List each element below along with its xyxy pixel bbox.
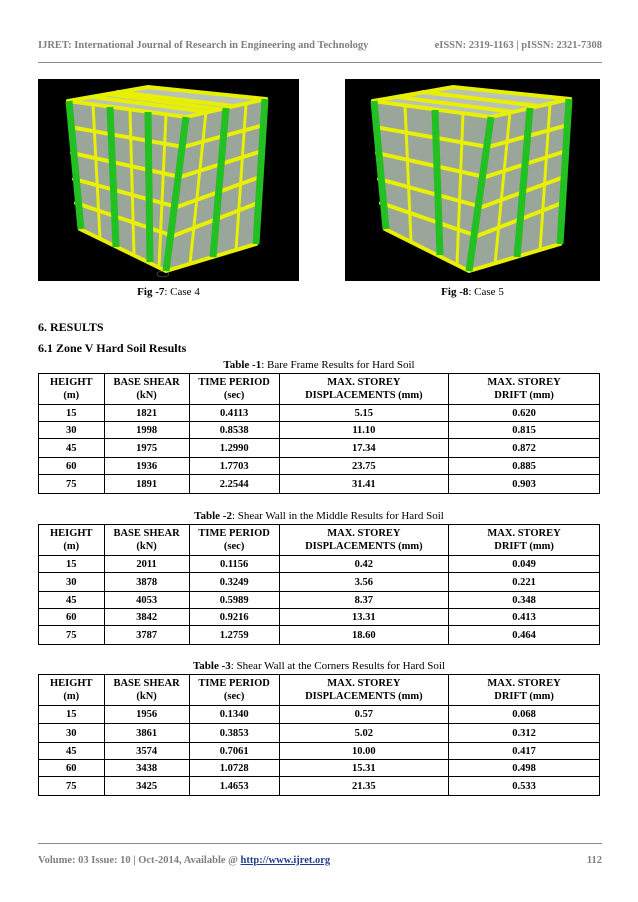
table-cell: 13.31 (279, 609, 448, 626)
table-cell: 3.56 (279, 573, 448, 592)
table-cell: 75 (39, 777, 105, 796)
table-cell: 10.00 (279, 743, 448, 760)
table-cell: 1956 (104, 706, 189, 724)
column-header: BASE SHEAR (kN) (104, 374, 189, 405)
column-header: TIME PERIOD (sec) (189, 675, 279, 706)
table-cell: 60 (39, 760, 105, 777)
table-cell: 30 (39, 573, 105, 592)
column-header: MAX. STOREY DRIFT (mm) (449, 525, 600, 556)
table-2 (38, 524, 600, 645)
table-1 (38, 373, 600, 494)
table-cell: 1.2759 (189, 626, 279, 645)
column-header: BASE SHEAR (kN) (104, 525, 189, 556)
table-cell: 5.15 (279, 405, 448, 422)
table-row (39, 760, 600, 777)
table-cell: 1936 (104, 458, 189, 475)
table-3-label: Table -3 (192, 660, 231, 672)
table-2-label: Table -2 (194, 510, 232, 522)
column-header: BASE SHEAR (kN) (104, 675, 189, 706)
table-cell: 18.60 (279, 626, 448, 645)
table-cell: 0.464 (449, 626, 600, 645)
table-cell: 1.0728 (189, 760, 279, 777)
figure-7-caption (38, 286, 299, 298)
table-row (39, 743, 600, 760)
table-row (39, 626, 600, 645)
table-cell: 0.9216 (189, 609, 279, 626)
table-cell: 3425 (104, 777, 189, 796)
table-cell: 30 (39, 422, 105, 439)
table-cell: 0.533 (449, 777, 600, 796)
table-cell: 1821 (104, 405, 189, 422)
table-row (39, 405, 600, 422)
table-cell: 3878 (104, 573, 189, 592)
running-header (38, 40, 602, 51)
column-header: MAX. STOREY DISPLACEMENTS (mm) (279, 525, 448, 556)
table-cell: 75 (39, 626, 105, 645)
table-row (39, 573, 600, 592)
table-cell: 0.3249 (189, 573, 279, 592)
table-header-row (39, 374, 600, 405)
table-cell: 17.34 (279, 439, 448, 458)
table-cell: 1.4653 (189, 777, 279, 796)
journal-link[interactable]: http://www.ijret.org (240, 855, 331, 866)
table-cell: 0.4113 (189, 405, 279, 422)
table-3-caption-text: : Shear Wall at the Corners Results for Hard Soil (230, 660, 446, 672)
figure-7-image (38, 79, 299, 281)
column-header: MAX. STOREY DISPLACEMENTS (mm) (279, 374, 448, 405)
column-header: HEIGHT (m) (39, 525, 105, 556)
building-model-case4-graphic (38, 79, 299, 281)
table-cell: 0.417 (449, 743, 600, 760)
table-cell: 0.312 (449, 724, 600, 743)
table-cell: 30 (39, 724, 105, 743)
table-cell: 15 (39, 706, 105, 724)
table-row (39, 422, 600, 439)
table-cell: 1891 (104, 475, 189, 494)
table-2-caption (38, 510, 600, 522)
table-row (39, 724, 600, 743)
column-header: HEIGHT (m) (39, 374, 105, 405)
running-footer (38, 855, 602, 866)
table-cell: 0.498 (449, 760, 600, 777)
table-cell: 0.885 (449, 458, 600, 475)
column-header: MAX. STOREY DRIFT (mm) (449, 374, 600, 405)
section-heading: 6. RESULTS (38, 320, 104, 334)
column-header: TIME PERIOD (sec) (189, 374, 279, 405)
table-2-caption-text: : Shear Wall in the Middle Results for Hard Soil (231, 510, 444, 522)
table-row (39, 556, 600, 573)
table-cell: 3438 (104, 760, 189, 777)
table-cell: 60 (39, 609, 105, 626)
table-header-row (39, 675, 600, 706)
table-cell: 3861 (104, 724, 189, 743)
table-cell: 2011 (104, 556, 189, 573)
table-cell: 60 (39, 458, 105, 475)
table-cell: 1998 (104, 422, 189, 439)
header-rule (38, 62, 602, 63)
journal-title: IJRET: International Journal of Research in Engineering and Technology (38, 40, 369, 51)
table-1-label: Table -1 (223, 359, 262, 371)
table-cell: 0.57 (279, 706, 448, 724)
table-cell: 0.221 (449, 573, 600, 592)
table-1-caption-text: : Bare Frame Results for Hard Soil (261, 359, 415, 371)
table-cell: 0.1156 (189, 556, 279, 573)
table-row (39, 592, 600, 609)
column-header: TIME PERIOD (sec) (189, 525, 279, 556)
table-cell: 0.7061 (189, 743, 279, 760)
table-row (39, 458, 600, 475)
figure-7-text: : Case 4 (164, 286, 200, 298)
table-cell: 8.37 (279, 592, 448, 609)
table-cell: 0.3853 (189, 724, 279, 743)
table-cell: 45 (39, 743, 105, 760)
table-cell: 2.2544 (189, 475, 279, 494)
table-cell: 11.10 (279, 422, 448, 439)
column-header: MAX. STOREY DISPLACEMENTS (mm) (279, 675, 448, 706)
table-cell: 4053 (104, 592, 189, 609)
page-number: 112 (586, 855, 602, 866)
issn-text: eISSN: 2319-1163 | pISSN: 2321-7308 (434, 40, 602, 51)
table-row (39, 706, 600, 724)
figure-8-text: : Case 5 (468, 286, 504, 298)
table-cell: 0.348 (449, 592, 600, 609)
table-row (39, 475, 600, 494)
table-cell: 3842 (104, 609, 189, 626)
table-cell: 5.02 (279, 724, 448, 743)
figure-8-caption (345, 286, 600, 298)
table-cell: 1.7703 (189, 458, 279, 475)
table-cell: 3787 (104, 626, 189, 645)
table-cell: 0.068 (449, 706, 600, 724)
table-cell: 0.620 (449, 405, 600, 422)
table-cell: 21.35 (279, 777, 448, 796)
table-cell: 0.8538 (189, 422, 279, 439)
column-header: HEIGHT (m) (39, 675, 105, 706)
table-cell: 0.815 (449, 422, 600, 439)
volume-text: Volume: 03 Issue: 10 | Oct-2014, Available @ (38, 855, 241, 866)
table-cell: 15 (39, 405, 105, 422)
table-3 (38, 674, 600, 796)
figure-8-image (345, 79, 600, 281)
table-cell: 45 (39, 592, 105, 609)
table-cell: 15.31 (279, 760, 448, 777)
table-header-row (39, 525, 600, 556)
table-cell: 45 (39, 439, 105, 458)
table-cell: 1975 (104, 439, 189, 458)
table-cell: 0.5989 (189, 592, 279, 609)
table-cell: 0.42 (279, 556, 448, 573)
table-cell: 31.41 (279, 475, 448, 494)
table-cell: 75 (39, 475, 105, 494)
subsection-heading: 6.1 Zone V Hard Soil Results (38, 341, 187, 355)
table-cell: 0.049 (449, 556, 600, 573)
figure-8-label: Fig -8 (441, 286, 469, 298)
building-model-case5-graphic (345, 79, 600, 281)
table-cell: 3574 (104, 743, 189, 760)
figure-7-label: Fig -7 (137, 286, 165, 298)
table-cell: 0.413 (449, 609, 600, 626)
table-cell: 23.75 (279, 458, 448, 475)
footer-rule (38, 843, 602, 844)
table-cell: 0.903 (449, 475, 600, 494)
table-3-caption (38, 660, 600, 672)
table-cell: 0.872 (449, 439, 600, 458)
table-cell: 0.1340 (189, 706, 279, 724)
table-row (39, 439, 600, 458)
table-cell: 1.2990 (189, 439, 279, 458)
table-row (39, 609, 600, 626)
table-cell: 15 (39, 556, 105, 573)
table-1-caption (38, 359, 600, 371)
table-row (39, 777, 600, 796)
column-header: MAX. STOREY DRIFT (mm) (449, 675, 600, 706)
